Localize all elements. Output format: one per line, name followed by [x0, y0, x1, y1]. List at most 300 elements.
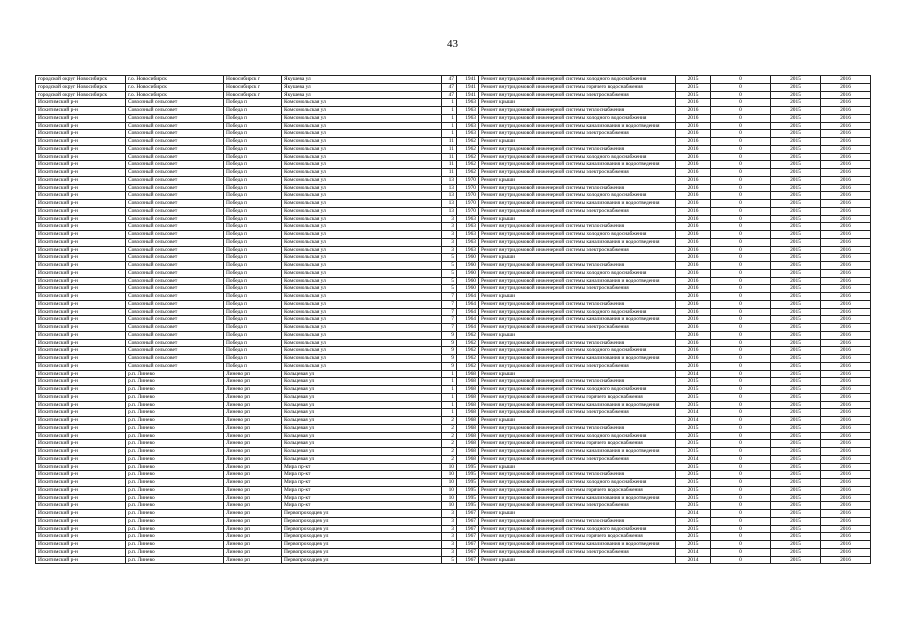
- house-number-cell: 2: [442, 448, 457, 456]
- year-built-cell: 1963: [457, 223, 479, 231]
- table-row: [36, 370, 871, 378]
- plan-year-cell: 2015: [676, 378, 711, 386]
- municipal-district-cell: Искитимский р-н: [36, 324, 126, 332]
- amount-cell: 0: [711, 169, 771, 177]
- settlement-cell: Совхозный сельсовет: [126, 277, 224, 285]
- year-built-cell: 1967: [457, 525, 479, 533]
- house-number-cell: 1: [442, 114, 457, 122]
- amount-cell: 0: [711, 479, 771, 487]
- period-end-cell: 2016: [821, 76, 871, 84]
- locality-cell: Победа п: [224, 153, 282, 161]
- amount-cell: 0: [711, 463, 771, 471]
- period-start-cell: 2015: [771, 76, 821, 84]
- settlement-cell: р.п. Линево: [126, 378, 224, 386]
- settlement-cell: г.о. Новосибирск: [126, 76, 224, 84]
- settlement-cell: р.п. Линево: [126, 424, 224, 432]
- house-number-cell: 3: [442, 541, 457, 549]
- period-start-cell: 2015: [771, 471, 821, 479]
- locality-cell: Победа п: [224, 130, 282, 138]
- municipal-district-cell: Искитимский р-н: [36, 355, 126, 363]
- house-number-cell: 10: [442, 463, 457, 471]
- locality-cell: Победа п: [224, 231, 282, 239]
- street-cell: Комсомольская ул: [282, 184, 442, 192]
- municipal-district-cell: Искитимский р-н: [36, 223, 126, 231]
- amount-cell: 0: [711, 254, 771, 262]
- municipal-district-cell: Искитимский р-н: [36, 424, 126, 432]
- street-cell: Кольцевая ул: [282, 386, 442, 394]
- street-cell: Комсомольская ул: [282, 339, 442, 347]
- house-number-cell: 7: [442, 324, 457, 332]
- table-row: [36, 161, 871, 169]
- locality-cell: Победа п: [224, 316, 282, 324]
- table-row: [36, 417, 871, 425]
- table-row: [36, 502, 871, 510]
- period-start-cell: 2015: [771, 192, 821, 200]
- house-number-cell: 3: [442, 215, 457, 223]
- locality-cell: Линево рп: [224, 510, 282, 518]
- settlement-cell: р.п. Линево: [126, 440, 224, 448]
- period-end-cell: 2016: [821, 169, 871, 177]
- table-row: [36, 324, 871, 332]
- plan-year-cell: 2016: [676, 285, 711, 293]
- work-type-cell: Ремонт внутридомовой инженерной системы электроснабжения: [479, 130, 676, 138]
- period-end-cell: 2016: [821, 424, 871, 432]
- settlement-cell: р.п. Линево: [126, 409, 224, 417]
- table-row: [36, 262, 871, 270]
- municipal-district-cell: Искитимский р-н: [36, 207, 126, 215]
- period-end-cell: 2016: [821, 269, 871, 277]
- period-start-cell: 2015: [771, 448, 821, 456]
- house-number-cell: 9: [442, 355, 457, 363]
- locality-cell: Линево рп: [224, 432, 282, 440]
- house-number-cell: 13: [442, 176, 457, 184]
- period-end-cell: 2016: [821, 231, 871, 239]
- settlement-cell: Совхозный сельсовет: [126, 246, 224, 254]
- street-cell: Комсомольская ул: [282, 130, 442, 138]
- municipal-district-cell: Искитимский р-н: [36, 231, 126, 239]
- house-number-cell: 47: [442, 91, 457, 99]
- period-end-cell: 2016: [821, 308, 871, 316]
- locality-cell: Победа п: [224, 138, 282, 146]
- locality-cell: Победа п: [224, 114, 282, 122]
- year-built-cell: 1967: [457, 517, 479, 525]
- municipal-district-cell: Искитимский р-н: [36, 122, 126, 130]
- municipal-district-cell: Искитимский р-н: [36, 362, 126, 370]
- amount-cell: 0: [711, 471, 771, 479]
- period-end-cell: 2016: [821, 91, 871, 99]
- amount-cell: 0: [711, 215, 771, 223]
- settlement-cell: Совхозный сельсовет: [126, 293, 224, 301]
- municipal-district-cell: городской округ Новосибирск: [36, 83, 126, 91]
- year-built-cell: 1962: [457, 145, 479, 153]
- municipal-district-cell: Искитимский р-н: [36, 308, 126, 316]
- year-built-cell: 1968: [457, 440, 479, 448]
- period-start-cell: 2015: [771, 153, 821, 161]
- table-row: [36, 316, 871, 324]
- street-cell: Комсомольская ул: [282, 308, 442, 316]
- municipal-district-cell: Искитимский р-н: [36, 541, 126, 549]
- municipal-district-cell: Искитимский р-н: [36, 448, 126, 456]
- plan-year-cell: 2015: [676, 448, 711, 456]
- period-end-cell: 2016: [821, 184, 871, 192]
- house-number-cell: 9: [442, 362, 457, 370]
- work-type-cell: Ремонт внутридомовой инженерной системы электроснабжения: [479, 207, 676, 215]
- year-built-cell: 1968: [457, 370, 479, 378]
- period-start-cell: 2015: [771, 269, 821, 277]
- street-cell: Мира пр-кт: [282, 479, 442, 487]
- house-number-cell: 1: [442, 122, 457, 130]
- period-start-cell: 2015: [771, 277, 821, 285]
- amount-cell: 0: [711, 207, 771, 215]
- year-built-cell: 1970: [457, 192, 479, 200]
- locality-cell: Победа п: [224, 223, 282, 231]
- amount-cell: 0: [711, 370, 771, 378]
- municipal-district-cell: Искитимский р-н: [36, 378, 126, 386]
- municipal-district-cell: Искитимский р-н: [36, 331, 126, 339]
- street-cell: Комсомольская ул: [282, 362, 442, 370]
- period-end-cell: 2016: [821, 324, 871, 332]
- year-built-cell: 1962: [457, 169, 479, 177]
- municipal-district-cell: Искитимский р-н: [36, 463, 126, 471]
- amount-cell: 0: [711, 99, 771, 107]
- period-end-cell: 2016: [821, 223, 871, 231]
- year-built-cell: 1968: [457, 386, 479, 394]
- period-end-cell: 2016: [821, 107, 871, 115]
- house-number-cell: 10: [442, 471, 457, 479]
- municipal-district-cell: Искитимский р-н: [36, 114, 126, 122]
- amount-cell: 0: [711, 293, 771, 301]
- municipal-district-cell: Искитимский р-н: [36, 432, 126, 440]
- year-built-cell: 1963: [457, 122, 479, 130]
- table-row: [36, 122, 871, 130]
- table-row: [36, 76, 871, 84]
- settlement-cell: Совхозный сельсовет: [126, 285, 224, 293]
- plan-year-cell: 2016: [676, 145, 711, 153]
- house-number-cell: 2: [442, 424, 457, 432]
- municipal-district-cell: Искитимский р-н: [36, 417, 126, 425]
- street-cell: Первопроходцев ул: [282, 556, 442, 564]
- table-row: [36, 440, 871, 448]
- period-start-cell: 2015: [771, 525, 821, 533]
- year-built-cell: 1960: [457, 285, 479, 293]
- municipal-district-cell: Искитимский р-н: [36, 269, 126, 277]
- locality-cell: Линево рп: [224, 417, 282, 425]
- period-end-cell: 2016: [821, 192, 871, 200]
- table-row: [36, 145, 871, 153]
- street-cell: Кольцевая ул: [282, 448, 442, 456]
- settlement-cell: Совхозный сельсовет: [126, 215, 224, 223]
- year-built-cell: 1941: [457, 76, 479, 84]
- work-type-cell: Ремонт внутридомовой инженерной системы горячего водоснабжения: [479, 486, 676, 494]
- municipal-district-cell: Искитимский р-н: [36, 409, 126, 417]
- settlement-cell: Совхозный сельсовет: [126, 114, 224, 122]
- municipal-district-cell: Искитимский р-н: [36, 99, 126, 107]
- settlement-cell: р.п. Линево: [126, 517, 224, 525]
- year-built-cell: 1960: [457, 254, 479, 262]
- amount-cell: 0: [711, 362, 771, 370]
- table-row: [36, 471, 871, 479]
- table-row: [36, 331, 871, 339]
- amount-cell: 0: [711, 409, 771, 417]
- work-type-cell: Ремонт внутридомовой инженерной системы электроснабжения: [479, 324, 676, 332]
- work-type-cell: Ремонт внутридомовой инженерной системы электроснабжения: [479, 455, 676, 463]
- work-type-cell: Ремонт внутридомовой инженерной системы холодного водоснабжения: [479, 114, 676, 122]
- table-row: [36, 401, 871, 409]
- amount-cell: 0: [711, 138, 771, 146]
- year-built-cell: 1964: [457, 293, 479, 301]
- locality-cell: Линево рп: [224, 393, 282, 401]
- settlement-cell: р.п. Линево: [126, 463, 224, 471]
- table-row: [36, 293, 871, 301]
- table-row: [36, 285, 871, 293]
- municipal-district-cell: Искитимский р-н: [36, 339, 126, 347]
- locality-cell: Победа п: [224, 176, 282, 184]
- period-end-cell: 2016: [821, 533, 871, 541]
- settlement-cell: Совхозный сельсовет: [126, 347, 224, 355]
- year-built-cell: 1995: [457, 502, 479, 510]
- amount-cell: 0: [711, 238, 771, 246]
- period-end-cell: 2016: [821, 153, 871, 161]
- street-cell: Кольцевая ул: [282, 432, 442, 440]
- period-end-cell: 2016: [821, 432, 871, 440]
- period-end-cell: 2016: [821, 238, 871, 246]
- settlement-cell: Совхозный сельсовет: [126, 316, 224, 324]
- locality-cell: Линево рп: [224, 386, 282, 394]
- locality-cell: Новосибирск г: [224, 76, 282, 84]
- period-start-cell: 2015: [771, 246, 821, 254]
- municipal-district-cell: Искитимский р-н: [36, 479, 126, 487]
- plan-year-cell: 2015: [676, 424, 711, 432]
- locality-cell: Победа п: [224, 331, 282, 339]
- work-type-cell: Ремонт внутридомовой инженерной системы теплоснабжения: [479, 223, 676, 231]
- work-type-cell: Ремонт крыши: [479, 176, 676, 184]
- plan-year-cell: 2016: [676, 161, 711, 169]
- street-cell: Комсомольская ул: [282, 161, 442, 169]
- year-built-cell: 1968: [457, 393, 479, 401]
- settlement-cell: р.п. Линево: [126, 393, 224, 401]
- house-number-cell: 3: [442, 525, 457, 533]
- plan-year-cell: 2016: [676, 362, 711, 370]
- year-built-cell: 1967: [457, 510, 479, 518]
- plan-year-cell: 2016: [676, 231, 711, 239]
- locality-cell: Линево рп: [224, 455, 282, 463]
- locality-cell: Линево рп: [224, 479, 282, 487]
- year-built-cell: 1963: [457, 215, 479, 223]
- house-number-cell: 3: [442, 231, 457, 239]
- table-row: [36, 533, 871, 541]
- work-type-cell: Ремонт внутридомовой инженерной системы холодного водоснабжения: [479, 479, 676, 487]
- settlement-cell: г.о. Новосибирск: [126, 91, 224, 99]
- locality-cell: Линево рп: [224, 463, 282, 471]
- period-start-cell: 2015: [771, 370, 821, 378]
- period-start-cell: 2015: [771, 308, 821, 316]
- period-end-cell: 2016: [821, 510, 871, 518]
- period-end-cell: 2016: [821, 316, 871, 324]
- plan-year-cell: 2016: [676, 114, 711, 122]
- municipal-district-cell: Искитимский р-н: [36, 440, 126, 448]
- plan-year-cell: 2015: [676, 432, 711, 440]
- municipal-district-cell: Искитимский р-н: [36, 347, 126, 355]
- street-cell: Первопроходцев ул: [282, 525, 442, 533]
- table-row: [36, 300, 871, 308]
- work-type-cell: Ремонт внутридомовой инженерной системы горячего водоснабжения: [479, 533, 676, 541]
- table-row: [36, 184, 871, 192]
- period-start-cell: 2015: [771, 331, 821, 339]
- amount-cell: 0: [711, 246, 771, 254]
- period-end-cell: 2016: [821, 145, 871, 153]
- year-built-cell: 1960: [457, 269, 479, 277]
- year-built-cell: 1963: [457, 114, 479, 122]
- work-type-cell: Ремонт внутридомовой инженерной системы горячего водоснабжения: [479, 83, 676, 91]
- locality-cell: Победа п: [224, 184, 282, 192]
- street-cell: Комсомольская ул: [282, 192, 442, 200]
- street-cell: Комсомольская ул: [282, 200, 442, 208]
- period-start-cell: 2015: [771, 417, 821, 425]
- municipal-district-cell: Искитимский р-н: [36, 107, 126, 115]
- period-start-cell: 2015: [771, 207, 821, 215]
- plan-year-cell: 2015: [676, 393, 711, 401]
- period-end-cell: 2016: [821, 502, 871, 510]
- house-number-cell: 2: [442, 432, 457, 440]
- amount-cell: 0: [711, 277, 771, 285]
- plan-year-cell: 2014: [676, 548, 711, 556]
- period-start-cell: 2015: [771, 262, 821, 270]
- settlement-cell: Совхозный сельсовет: [126, 207, 224, 215]
- municipal-district-cell: Искитимский р-н: [36, 169, 126, 177]
- municipal-district-cell: городской округ Новосибирск: [36, 76, 126, 84]
- amount-cell: 0: [711, 517, 771, 525]
- settlement-cell: Совхозный сельсовет: [126, 355, 224, 363]
- settlement-cell: р.п. Линево: [126, 541, 224, 549]
- period-end-cell: 2016: [821, 262, 871, 270]
- locality-cell: Линево рп: [224, 448, 282, 456]
- plan-year-cell: 2016: [676, 223, 711, 231]
- period-start-cell: 2015: [771, 556, 821, 564]
- year-built-cell: 1970: [457, 184, 479, 192]
- amount-cell: 0: [711, 455, 771, 463]
- work-type-cell: Ремонт внутридомовой инженерной системы холодного водоснабжения: [479, 76, 676, 84]
- table-row: [36, 347, 871, 355]
- street-cell: Кольцевая ул: [282, 393, 442, 401]
- street-cell: Комсомольская ул: [282, 114, 442, 122]
- plan-year-cell: 2016: [676, 339, 711, 347]
- settlement-cell: Совхозный сельсовет: [126, 169, 224, 177]
- work-type-cell: Ремонт внутридомовой инженерной системы холодного водоснабжения: [479, 153, 676, 161]
- house-number-cell: 3: [442, 238, 457, 246]
- house-number-cell: 47: [442, 83, 457, 91]
- work-type-cell: Ремонт внутридомовой инженерной системы теплоснабжения: [479, 300, 676, 308]
- year-built-cell: 1964: [457, 316, 479, 324]
- street-cell: Комсомольская ул: [282, 176, 442, 184]
- work-type-cell: Ремонт внутридомовой инженерной системы электроснабжения: [479, 169, 676, 177]
- year-built-cell: 1967: [457, 533, 479, 541]
- plan-year-cell: 2014: [676, 417, 711, 425]
- locality-cell: Победа п: [224, 293, 282, 301]
- period-end-cell: 2016: [821, 99, 871, 107]
- period-end-cell: 2016: [821, 138, 871, 146]
- plan-year-cell: 2016: [676, 293, 711, 301]
- period-start-cell: 2015: [771, 386, 821, 394]
- amount-cell: 0: [711, 192, 771, 200]
- table-row: [36, 83, 871, 91]
- amount-cell: 0: [711, 83, 771, 91]
- period-end-cell: 2016: [821, 254, 871, 262]
- period-start-cell: 2015: [771, 548, 821, 556]
- work-type-cell: Ремонт внутридомовой инженерной системы канализования и водоотведения: [479, 448, 676, 456]
- table-row: [36, 192, 871, 200]
- plan-year-cell: 2014: [676, 370, 711, 378]
- street-cell: Комсомольская ул: [282, 355, 442, 363]
- street-cell: Первопроходцев ул: [282, 533, 442, 541]
- period-end-cell: 2016: [821, 494, 871, 502]
- work-type-cell: Ремонт внутридомовой инженерной системы холодного водоснабжения: [479, 525, 676, 533]
- street-cell: Кольцевая ул: [282, 409, 442, 417]
- year-built-cell: 1968: [457, 417, 479, 425]
- year-built-cell: 1970: [457, 207, 479, 215]
- street-cell: Кольцевая ул: [282, 417, 442, 425]
- settlement-cell: Совхозный сельсовет: [126, 99, 224, 107]
- period-start-cell: 2015: [771, 401, 821, 409]
- period-end-cell: 2016: [821, 83, 871, 91]
- municipal-district-cell: Искитимский р-н: [36, 254, 126, 262]
- table-row: [36, 269, 871, 277]
- settlement-cell: р.п. Линево: [126, 502, 224, 510]
- municipal-district-cell: Искитимский р-н: [36, 293, 126, 301]
- period-start-cell: 2015: [771, 223, 821, 231]
- house-number-cell: 11: [442, 138, 457, 146]
- settlement-cell: Совхозный сельсовет: [126, 362, 224, 370]
- house-number-cell: 5: [442, 254, 457, 262]
- work-type-cell: Ремонт внутридомовой инженерной системы холодного водоснабжения: [479, 386, 676, 394]
- house-number-cell: 1: [442, 130, 457, 138]
- plan-year-cell: 2015: [676, 471, 711, 479]
- work-type-cell: Ремонт внутридомовой инженерной системы электроснабжения: [479, 548, 676, 556]
- work-type-cell: Ремонт внутридомовой инженерной системы холодного водоснабжения: [479, 347, 676, 355]
- municipal-district-cell: Искитимский р-н: [36, 215, 126, 223]
- page-number: 43: [447, 38, 458, 50]
- settlement-cell: Совхозный сельсовет: [126, 184, 224, 192]
- table-row: [36, 510, 871, 518]
- street-cell: Комсомольская ул: [282, 207, 442, 215]
- table-row: [36, 479, 871, 487]
- year-built-cell: 1970: [457, 176, 479, 184]
- table-row: [36, 246, 871, 254]
- work-type-cell: Ремонт крыши: [479, 370, 676, 378]
- table-row: [36, 409, 871, 417]
- settlement-cell: Совхозный сельсовет: [126, 262, 224, 270]
- plan-year-cell: 2015: [676, 494, 711, 502]
- year-built-cell: 1962: [457, 362, 479, 370]
- settlement-cell: р.п. Линево: [126, 417, 224, 425]
- amount-cell: 0: [711, 176, 771, 184]
- period-start-cell: 2015: [771, 145, 821, 153]
- street-cell: Комсомольская ул: [282, 122, 442, 130]
- locality-cell: Линево рп: [224, 502, 282, 510]
- plan-year-cell: 2016: [676, 184, 711, 192]
- settlement-cell: Совхозный сельсовет: [126, 145, 224, 153]
- period-end-cell: 2016: [821, 200, 871, 208]
- period-end-cell: 2016: [821, 339, 871, 347]
- street-cell: Комсомольская ул: [282, 138, 442, 146]
- locality-cell: Линево рп: [224, 401, 282, 409]
- amount-cell: 0: [711, 339, 771, 347]
- year-built-cell: 1968: [457, 448, 479, 456]
- municipal-district-cell: Искитимский р-н: [36, 285, 126, 293]
- table-row: [36, 525, 871, 533]
- locality-cell: Линево рп: [224, 378, 282, 386]
- year-built-cell: 1968: [457, 409, 479, 417]
- period-end-cell: 2016: [821, 207, 871, 215]
